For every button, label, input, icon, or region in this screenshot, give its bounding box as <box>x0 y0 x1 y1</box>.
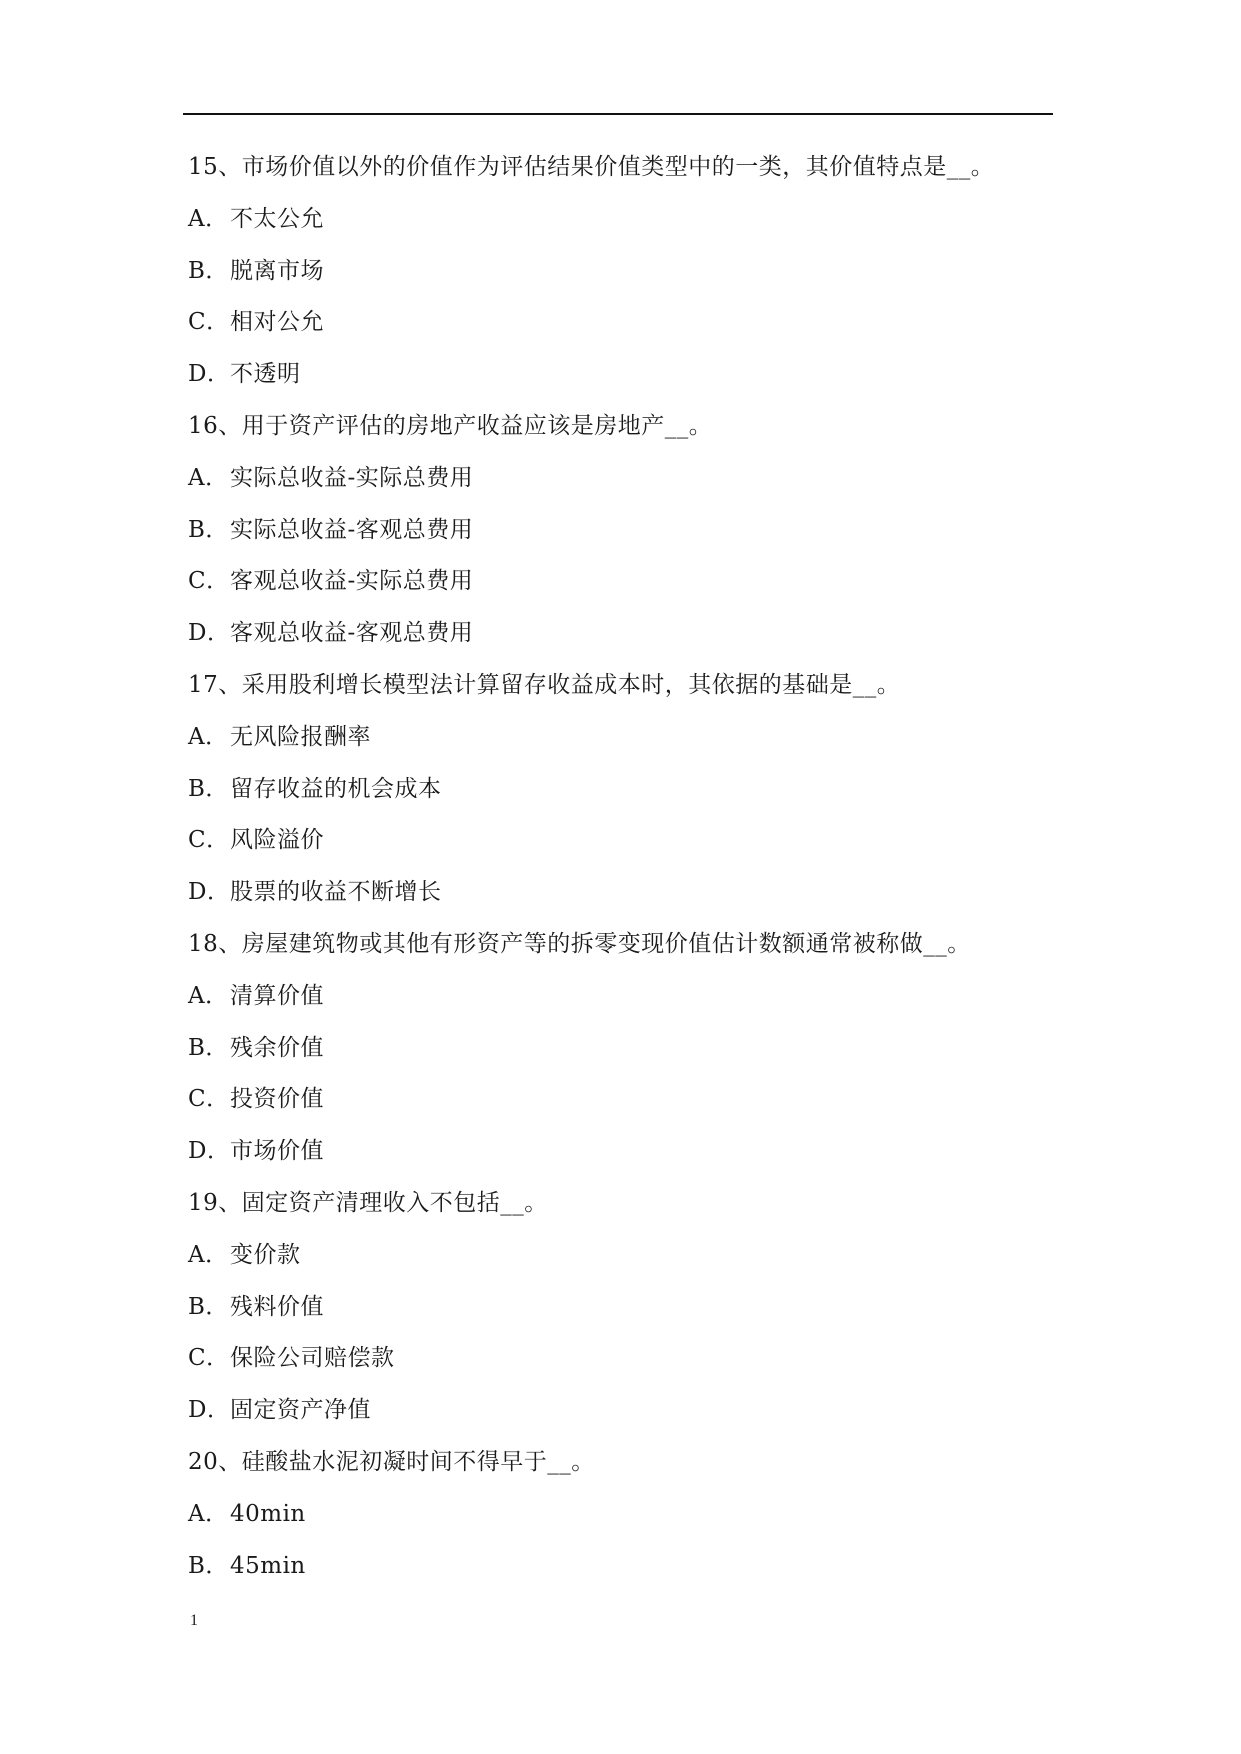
option-text: 投资价值 <box>230 1086 324 1113</box>
option-letter: B． <box>188 1552 229 1579</box>
question-list <box>188 148 1048 1598</box>
question-stem-16: 16、用于资产评估的房地产收益应该是房地产__。 <box>188 412 713 439</box>
option-17-a <box>188 718 1048 770</box>
option-19-a <box>188 1236 1048 1288</box>
option-letter: A． <box>188 723 229 750</box>
option-letter: A． <box>188 982 229 1009</box>
option-text: 客观总收益-实际总费用 <box>230 568 474 595</box>
question-stem-18: 18、房屋建筑物或其他有形资产等的拆零变现价值估计数额通常被称做__。 <box>188 930 971 957</box>
option-18-a <box>188 977 1048 1029</box>
option-letter: C． <box>188 309 230 336</box>
option-text: 实际总收益-实际总费用 <box>230 464 474 491</box>
question-stem-19: 19、固定资产清理收入不包括__。 <box>188 1189 548 1216</box>
option-text: 市场价值 <box>230 1138 324 1165</box>
option-16-a <box>188 459 1048 511</box>
option-text: 风险溢价 <box>230 827 324 854</box>
option-text: 不太公允 <box>230 205 324 232</box>
option-letter: C． <box>188 1345 230 1372</box>
option-15-b <box>188 252 1048 304</box>
option-19-b <box>188 1288 1048 1340</box>
option-16-c <box>188 562 1048 614</box>
option-text: 相对公允 <box>230 309 324 336</box>
option-text: 固定资产净值 <box>230 1397 371 1424</box>
option-text: 变价款 <box>230 1241 301 1268</box>
option-17-c <box>188 821 1048 873</box>
option-text: 股票的收益不断增长 <box>230 879 442 906</box>
option-letter: D． <box>188 361 231 388</box>
question-stem-20: 20、硅酸盐水泥初凝时间不得早于__。 <box>188 1448 595 1475</box>
option-17-b <box>188 770 1048 822</box>
option-16-d <box>188 614 1048 666</box>
option-letter: B． <box>188 516 229 543</box>
option-16-b <box>188 511 1048 563</box>
option-letter: D． <box>188 1138 231 1165</box>
option-letter: A． <box>188 464 229 491</box>
option-letter: D． <box>188 1397 231 1424</box>
page-number: 1 <box>190 1612 198 1629</box>
option-text: 不透明 <box>230 361 301 388</box>
option-text: 40min <box>230 1500 306 1527</box>
option-18-b <box>188 1029 1048 1081</box>
option-text: 脱离市场 <box>230 257 324 284</box>
option-letter: C． <box>188 1086 230 1113</box>
option-letter: C． <box>188 827 230 854</box>
option-letter: D． <box>188 879 231 906</box>
option-19-d <box>188 1391 1048 1443</box>
header-rule <box>183 113 1053 115</box>
option-text: 无风险报酬率 <box>230 723 371 750</box>
option-letter: C． <box>188 568 230 595</box>
question-stem-17: 17、采用股利增长模型法计算留存收益成本时，其依据的基础是__。 <box>188 671 901 698</box>
option-18-c <box>188 1080 1048 1132</box>
option-letter: B． <box>188 257 229 284</box>
option-18-d <box>188 1132 1048 1184</box>
option-letter: A． <box>188 1241 229 1268</box>
option-text: 保险公司赔偿款 <box>230 1345 395 1372</box>
option-20-b <box>188 1547 1048 1599</box>
option-17-d <box>188 873 1048 925</box>
option-text: 留存收益的机会成本 <box>230 775 442 802</box>
option-15-d <box>188 355 1048 407</box>
option-letter: D． <box>188 620 231 647</box>
option-20-a <box>188 1495 1048 1547</box>
option-letter: A． <box>188 205 229 232</box>
option-letter: B． <box>188 775 229 802</box>
option-text: 残余价值 <box>230 1034 324 1061</box>
option-text: 客观总收益-客观总费用 <box>230 620 474 647</box>
option-letter: B． <box>188 1034 229 1061</box>
option-text: 45min <box>230 1552 306 1579</box>
option-15-a <box>188 200 1048 252</box>
option-text: 清算价值 <box>230 982 324 1009</box>
question-stem-15: 15、市场价值以外的价值作为评估结果价值类型中的一类，其价值特点是__。 <box>188 154 995 180</box>
option-letter: A． <box>188 1500 229 1527</box>
option-15-c <box>188 303 1048 355</box>
option-text: 实际总收益-客观总费用 <box>230 516 474 543</box>
option-text: 残料价值 <box>230 1293 324 1320</box>
option-letter: B． <box>188 1293 229 1320</box>
option-19-c <box>188 1339 1048 1391</box>
